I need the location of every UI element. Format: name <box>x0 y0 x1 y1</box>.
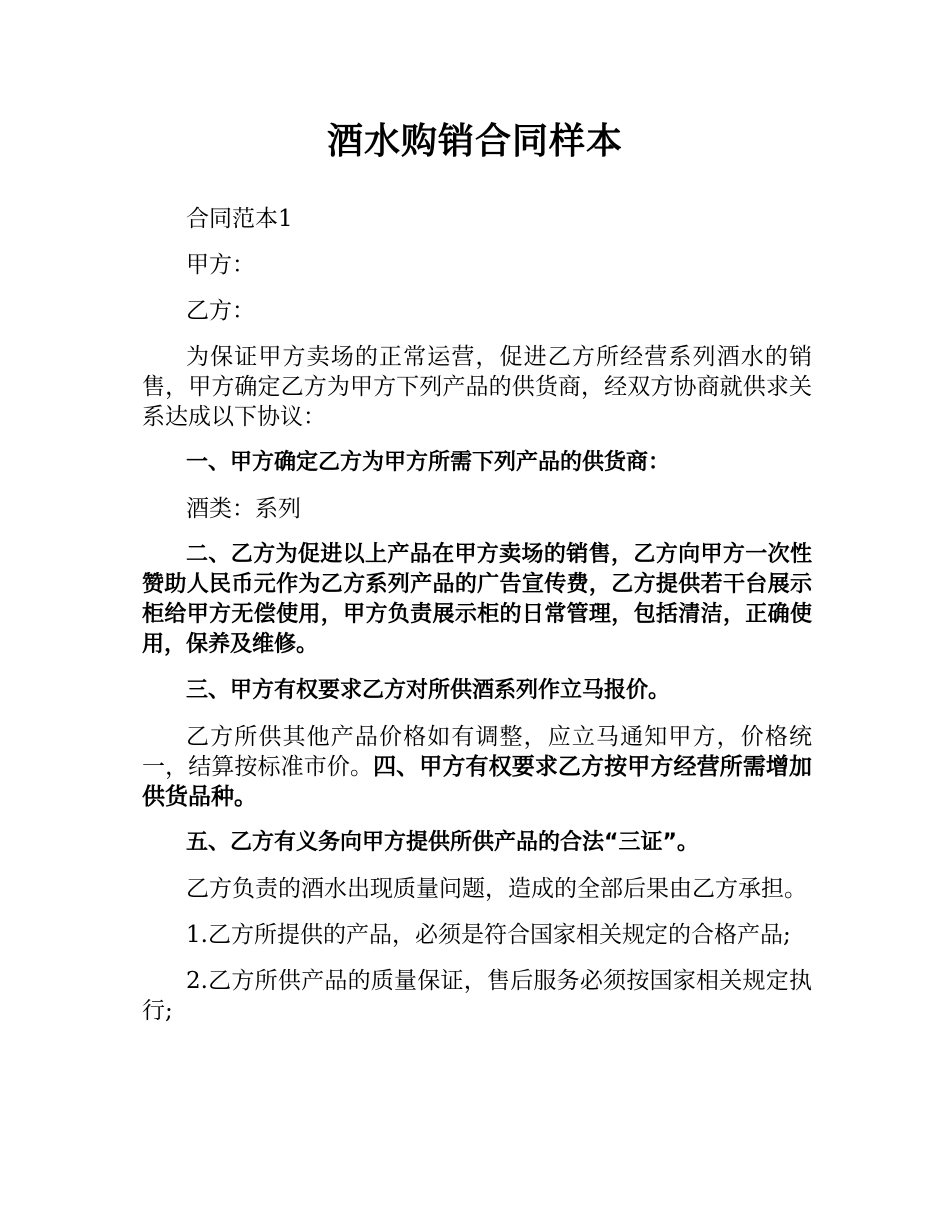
document-title: 酒水购销合同样本 <box>326 121 623 162</box>
item-1-qualified-products: 1.乙方所提供的产品，必须是符合国家相关规定的合格产品; <box>186 922 791 948</box>
item-2-after-sales: 2.乙方所供产品的质量保证，售后服务必须按国家相关规定执行; <box>142 968 812 1024</box>
clause-1-heading: 一、甲方确定乙方为甲方所需下列产品的供货商： <box>186 450 671 475</box>
paragraph-price-adjustment <box>142 722 812 812</box>
paragraph-party-b: 乙方： <box>186 298 255 324</box>
document-body <box>142 204 812 1042</box>
paragraph-preamble: 为保证甲方卖场的正常运营，促进乙方所经营系列酒水的销售，甲方确定乙方为甲方下列产品的供货商，经双方协商就供求关系达成以下协议： <box>142 344 812 430</box>
paragraph-quality-liability: 乙方负责的酒水出现质量问题，造成的全部后果由乙方承担。 <box>186 876 807 902</box>
clause-3-heading: 三、甲方有权要求乙方对所供酒系列作立马报价。 <box>186 678 671 703</box>
price-adjustment-text: 乙方所供其他产品价格如有调整，应立马通知甲方，价格统一，结算按标准市价。 <box>142 724 812 780</box>
paragraph-liquor-type: 酒类：系列 <box>186 496 301 522</box>
paragraph-party-a: 甲方： <box>186 252 255 278</box>
paragraph-contract-sample: 合同范本1 <box>186 206 293 232</box>
clause-4-heading: 四、甲方有权要求乙方按甲方经营所需增加供货品种。 <box>142 754 813 810</box>
clause-2: 二、乙方为促进以上产品在甲方卖场的销售，乙方向甲方一次性赞助人民币元作为乙方系列产品的广告宣传费，乙方提供若干台展示柜给甲方无偿使用，甲方负责展示柜的日常管理，包括清洁，正确使用，保养及维修。 <box>142 542 812 657</box>
clause-5-heading: 五、乙方有义务向甲方提供所供产品的合法“三证”。 <box>186 830 699 855</box>
